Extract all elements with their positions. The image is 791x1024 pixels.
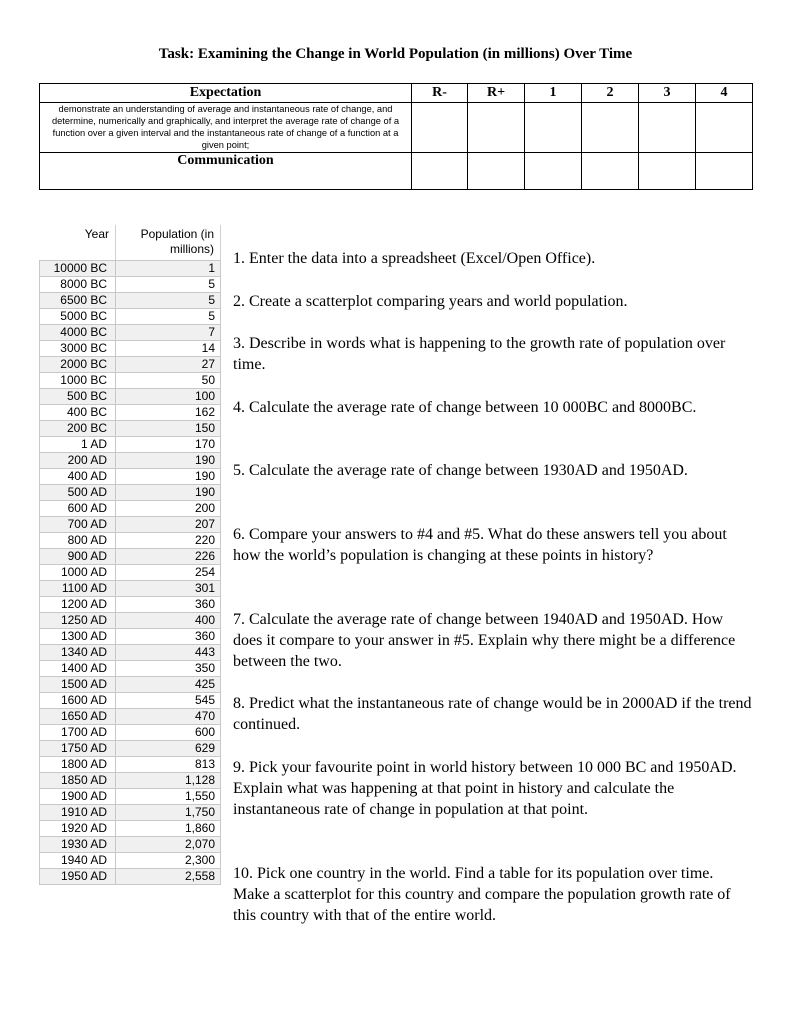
year-cell: 1340 AD (40, 645, 116, 661)
table-row (40, 549, 221, 565)
year-cell: 1940 AD (40, 853, 116, 869)
year-cell: 1200 AD (40, 597, 116, 613)
rubric-header-row (40, 84, 753, 103)
question-2: 2. Create a scatterplot comparing years and world population. (233, 293, 628, 310)
table-row (40, 389, 221, 405)
population-cell: 50 (116, 373, 221, 389)
question-10: 10. Pick one country in the world. Find a table for its population over time. Make a scatterplot for this country and compare the population growth rate of this country with that of the entire world. (233, 865, 731, 924)
table-row (40, 485, 221, 501)
table-row (40, 277, 221, 293)
population-cell: 813 (116, 757, 221, 773)
rubric-cell (468, 103, 525, 153)
rubric-header-level-3: 3 (639, 84, 696, 103)
table-row (40, 741, 221, 757)
table-row (40, 597, 221, 613)
population-cell: 1,750 (116, 805, 221, 821)
population-header-row (40, 225, 221, 261)
rubric-expectation-row (40, 103, 753, 153)
population-table-body (40, 261, 221, 885)
population-cell: 629 (116, 741, 221, 757)
rubric-table (39, 83, 753, 190)
population-cell: 5 (116, 277, 221, 293)
year-cell: 1000 BC (40, 373, 116, 389)
rubric-cell (582, 103, 639, 153)
table-row (40, 677, 221, 693)
year-cell: 1650 AD (40, 709, 116, 725)
table-row (40, 533, 221, 549)
rubric-header-r-minus: R- (412, 84, 468, 103)
table-row (40, 261, 221, 277)
year-cell: 1800 AD (40, 757, 116, 773)
population-cell: 301 (116, 581, 221, 597)
year-cell: 1910 AD (40, 805, 116, 821)
rubric-cell (582, 153, 639, 190)
year-cell: 1930 AD (40, 837, 116, 853)
year-cell: 800 AD (40, 533, 116, 549)
table-row (40, 357, 221, 373)
population-cell: 425 (116, 677, 221, 693)
rubric-header-level-4: 4 (696, 84, 753, 103)
population-cell: 400 (116, 613, 221, 629)
question-1: 1. Enter the data into a spreadsheet (Excel/Open Office). (233, 250, 596, 267)
table-row (40, 437, 221, 453)
year-cell: 1850 AD (40, 773, 116, 789)
question-9: 9. Pick your favourite point in world history between 10 000 BC and 1950AD. Explain what was happening at that point in history and calculate the instantaneous rate of change in population at that point. (233, 759, 737, 818)
year-cell: 1920 AD (40, 821, 116, 837)
table-row (40, 805, 221, 821)
population-cell: 2,558 (116, 869, 221, 885)
table-row (40, 853, 221, 869)
year-cell: 600 AD (40, 501, 116, 517)
year-cell: 1750 AD (40, 741, 116, 757)
year-cell: 200 AD (40, 453, 116, 469)
population-table (39, 225, 221, 885)
year-cell: 700 AD (40, 517, 116, 533)
population-cell: 162 (116, 405, 221, 421)
year-cell: 1700 AD (40, 725, 116, 741)
table-row (40, 341, 221, 357)
year-cell: 3000 BC (40, 341, 116, 357)
population-cell: 350 (116, 661, 221, 677)
question-4: 4. Calculate the average rate of change between 10 000BC and 8000BC. (233, 399, 697, 416)
year-cell: 2000 BC (40, 357, 116, 373)
rubric-cell (412, 103, 468, 153)
population-cell: 207 (116, 517, 221, 533)
year-cell: 1950 AD (40, 869, 116, 885)
table-row (40, 421, 221, 437)
population-cell: 1,128 (116, 773, 221, 789)
year-cell: 8000 BC (40, 277, 116, 293)
population-cell: 14 (116, 341, 221, 357)
table-row (40, 501, 221, 517)
rubric-cell (525, 103, 582, 153)
year-cell: 1300 AD (40, 629, 116, 645)
population-cell: 100 (116, 389, 221, 405)
population-cell: 1 (116, 261, 221, 277)
population-cell: 470 (116, 709, 221, 725)
table-row (40, 725, 221, 741)
population-cell: 1,860 (116, 821, 221, 837)
rubric-cell (412, 153, 468, 190)
table-row (40, 869, 221, 885)
rubric-cell (525, 153, 582, 190)
table-row (40, 517, 221, 533)
population-cell: 2,300 (116, 853, 221, 869)
table-row (40, 565, 221, 581)
year-cell: 5000 BC (40, 309, 116, 325)
population-cell: 2,070 (116, 837, 221, 853)
population-cell: 5 (116, 309, 221, 325)
year-cell: 1 AD (40, 437, 116, 453)
question-8: 8. Predict what the instantaneous rate of change would be in 2000AD if the trend continued. (233, 695, 752, 733)
question-3: 3. Describe in words what is happening to the growth rate of population over time. (233, 335, 726, 373)
population-cell: 600 (116, 725, 221, 741)
table-row (40, 405, 221, 421)
year-cell: 400 BC (40, 405, 116, 421)
population-cell: 360 (116, 597, 221, 613)
table-row (40, 581, 221, 597)
year-cell: 1500 AD (40, 677, 116, 693)
year-cell: 1000 AD (40, 565, 116, 581)
population-cell: 220 (116, 533, 221, 549)
rubric-cell (696, 153, 753, 190)
population-cell: 7 (116, 325, 221, 341)
rubric-cell (639, 103, 696, 153)
table-row (40, 693, 221, 709)
rubric-header-level-2: 2 (582, 84, 639, 103)
population-column-header: Population (in millions) (116, 225, 221, 261)
table-row (40, 837, 221, 853)
question-6: 6. Compare your answers to #4 and #5. What do these answers tell you about how the world’s population is changing at these points in history? (233, 526, 727, 564)
population-cell: 200 (116, 501, 221, 517)
table-row (40, 757, 221, 773)
population-cell: 27 (116, 357, 221, 373)
rubric-cell (639, 153, 696, 190)
year-cell: 1900 AD (40, 789, 116, 805)
table-row (40, 469, 221, 485)
year-cell: 10000 BC (40, 261, 116, 277)
table-row (40, 661, 221, 677)
table-row (40, 789, 221, 805)
population-cell: 5 (116, 293, 221, 309)
population-cell: 545 (116, 693, 221, 709)
year-cell: 1400 AD (40, 661, 116, 677)
table-row (40, 453, 221, 469)
page-title: Task: Examining the Change in World Population (in millions) Over Time (158, 46, 633, 62)
year-cell: 500 BC (40, 389, 116, 405)
population-cell: 170 (116, 437, 221, 453)
table-row (40, 709, 221, 725)
year-cell: 900 AD (40, 549, 116, 565)
rubric-header-expectation: Expectation (40, 84, 412, 103)
year-cell: 1600 AD (40, 693, 116, 709)
question-7: 7. Calculate the average rate of change between 1940AD and 1950AD. How does it compare to your answer in #5. Explain why there might be a difference between the two. (233, 611, 736, 670)
population-cell: 360 (116, 629, 221, 645)
year-cell: 200 BC (40, 421, 116, 437)
population-cell: 150 (116, 421, 221, 437)
table-row (40, 773, 221, 789)
year-cell: 400 AD (40, 469, 116, 485)
table-row (40, 613, 221, 629)
question-5: 5. Calculate the average rate of change between 1930AD and 1950AD. (233, 462, 688, 479)
year-cell: 1100 AD (40, 581, 116, 597)
table-row (40, 309, 221, 325)
year-cell: 4000 BC (40, 325, 116, 341)
population-cell: 190 (116, 453, 221, 469)
table-row (40, 373, 221, 389)
rubric-cell (468, 153, 525, 190)
table-row (40, 325, 221, 341)
table-row (40, 821, 221, 837)
year-cell: 1250 AD (40, 613, 116, 629)
population-cell: 254 (116, 565, 221, 581)
rubric-communication-row (40, 153, 753, 190)
rubric-cell (696, 103, 753, 153)
population-cell: 190 (116, 485, 221, 501)
table-row (40, 645, 221, 661)
year-column-header: Year (40, 225, 116, 261)
rubric-header-level-1: 1 (525, 84, 582, 103)
table-row (40, 293, 221, 309)
table-row (40, 629, 221, 645)
population-cell: 226 (116, 549, 221, 565)
expectation-description: demonstrate an understanding of average and instantaneous rate of change, and determine, numerically and graphically, and interpret the average rate of change of a function over a given interval and the instantaneous rate of change of a function at a given point; (40, 103, 412, 153)
population-cell: 1,550 (116, 789, 221, 805)
year-cell: 500 AD (40, 485, 116, 501)
population-cell: 443 (116, 645, 221, 661)
rubric-header-r-plus: R+ (468, 84, 525, 103)
population-cell: 190 (116, 469, 221, 485)
communication-label: Communication (40, 153, 412, 190)
year-cell: 6500 BC (40, 293, 116, 309)
